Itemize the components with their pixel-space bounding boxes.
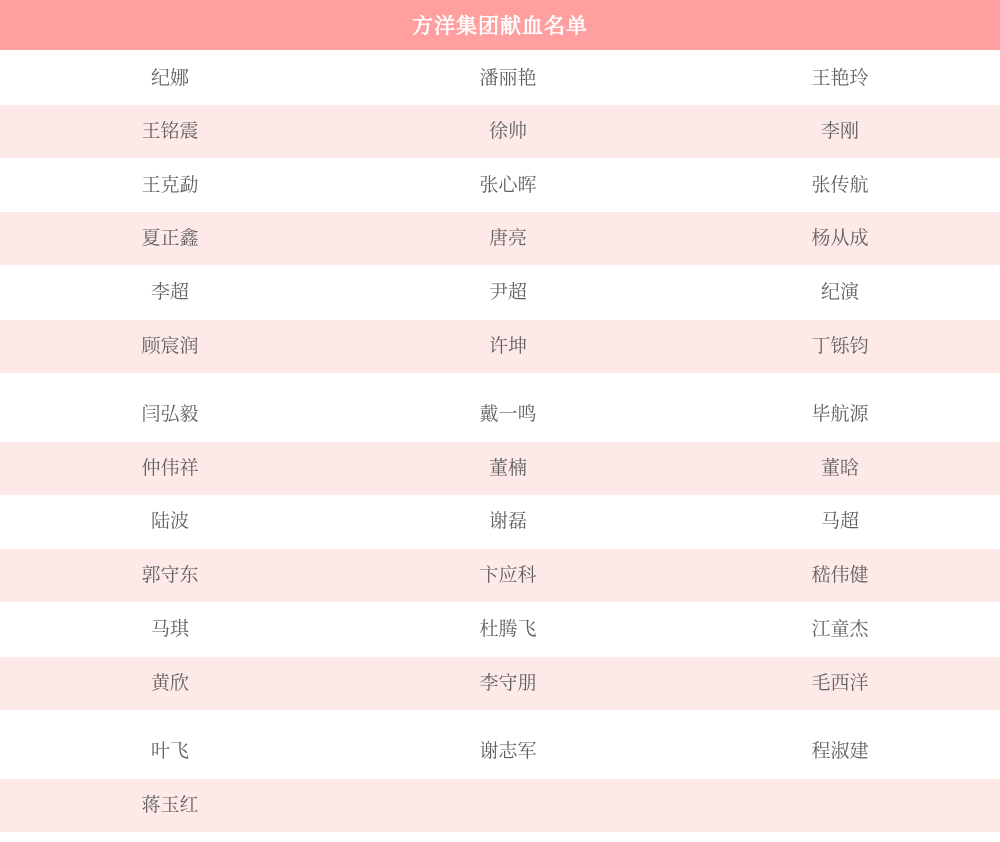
donor-name: 黄欣 <box>150 672 189 694</box>
donor-name: 董楠 <box>488 457 527 479</box>
table-row <box>0 388 1000 441</box>
donor-name: 纪演 <box>820 281 859 303</box>
donor-name: 尹超 <box>488 281 527 303</box>
donor-name: 毛西洋 <box>811 672 869 694</box>
donor-name: 徐帅 <box>488 120 527 142</box>
donor-name: 顾宸润 <box>141 335 199 357</box>
donor-name: 陆波 <box>150 510 189 532</box>
table-row <box>0 549 1000 602</box>
donor-name: 程淑建 <box>811 740 869 762</box>
donor-name: 夏正鑫 <box>141 227 199 249</box>
donor-name <box>740 779 940 832</box>
table-row <box>0 212 1000 265</box>
donor-name: 谢磊 <box>488 510 527 532</box>
donor-name: 卞应科 <box>479 564 537 586</box>
donor-name: 许坤 <box>488 335 527 357</box>
donor-name: 张传航 <box>811 174 869 196</box>
donor-name: 江童杰 <box>811 618 869 640</box>
table-row <box>0 657 1000 710</box>
donor-name: 张心晖 <box>479 174 537 196</box>
donor-name: 唐亮 <box>488 227 527 249</box>
donor-name <box>408 779 608 832</box>
donor-name: 郭守东 <box>141 564 199 586</box>
donor-name: 纪娜 <box>150 67 189 89</box>
table-row <box>0 105 1000 158</box>
donor-name: 李超 <box>150 281 189 303</box>
donor-name: 闫弘毅 <box>141 403 199 425</box>
page-title: 方洋集团献血名单 <box>412 14 588 38</box>
table-row <box>0 442 1000 495</box>
donor-name: 董晗 <box>820 457 859 479</box>
table-row <box>0 495 1000 548</box>
donor-name: 蒋玉红 <box>141 794 199 816</box>
title-bar <box>0 0 1000 50</box>
donor-name: 马琪 <box>150 618 189 640</box>
donor-name: 王铭震 <box>141 120 199 142</box>
donor-name: 李刚 <box>820 120 859 142</box>
donor-name: 谢志军 <box>479 740 537 762</box>
donor-name: 王艳玲 <box>811 67 869 89</box>
donor-name: 杨从成 <box>811 227 869 249</box>
donor-name: 仲伟祥 <box>141 457 199 479</box>
donor-name: 嵇伟健 <box>811 564 869 586</box>
donor-name: 丁铄钧 <box>811 335 869 357</box>
table-row <box>0 725 1000 778</box>
donor-name: 杜腾飞 <box>479 618 537 640</box>
table-row <box>0 159 1000 212</box>
table-row <box>0 603 1000 656</box>
donor-name: 叶飞 <box>150 740 189 762</box>
donor-name: 毕航源 <box>811 403 869 425</box>
donor-name: 戴一鸣 <box>479 403 537 425</box>
donor-name: 马超 <box>820 510 859 532</box>
donor-name: 王克勐 <box>141 174 199 196</box>
table-row <box>0 779 1000 832</box>
table-row <box>0 320 1000 373</box>
table-row <box>0 266 1000 319</box>
table-row <box>0 52 1000 105</box>
donor-name: 潘丽艳 <box>479 67 537 89</box>
donor-name: 李守朋 <box>479 672 537 694</box>
